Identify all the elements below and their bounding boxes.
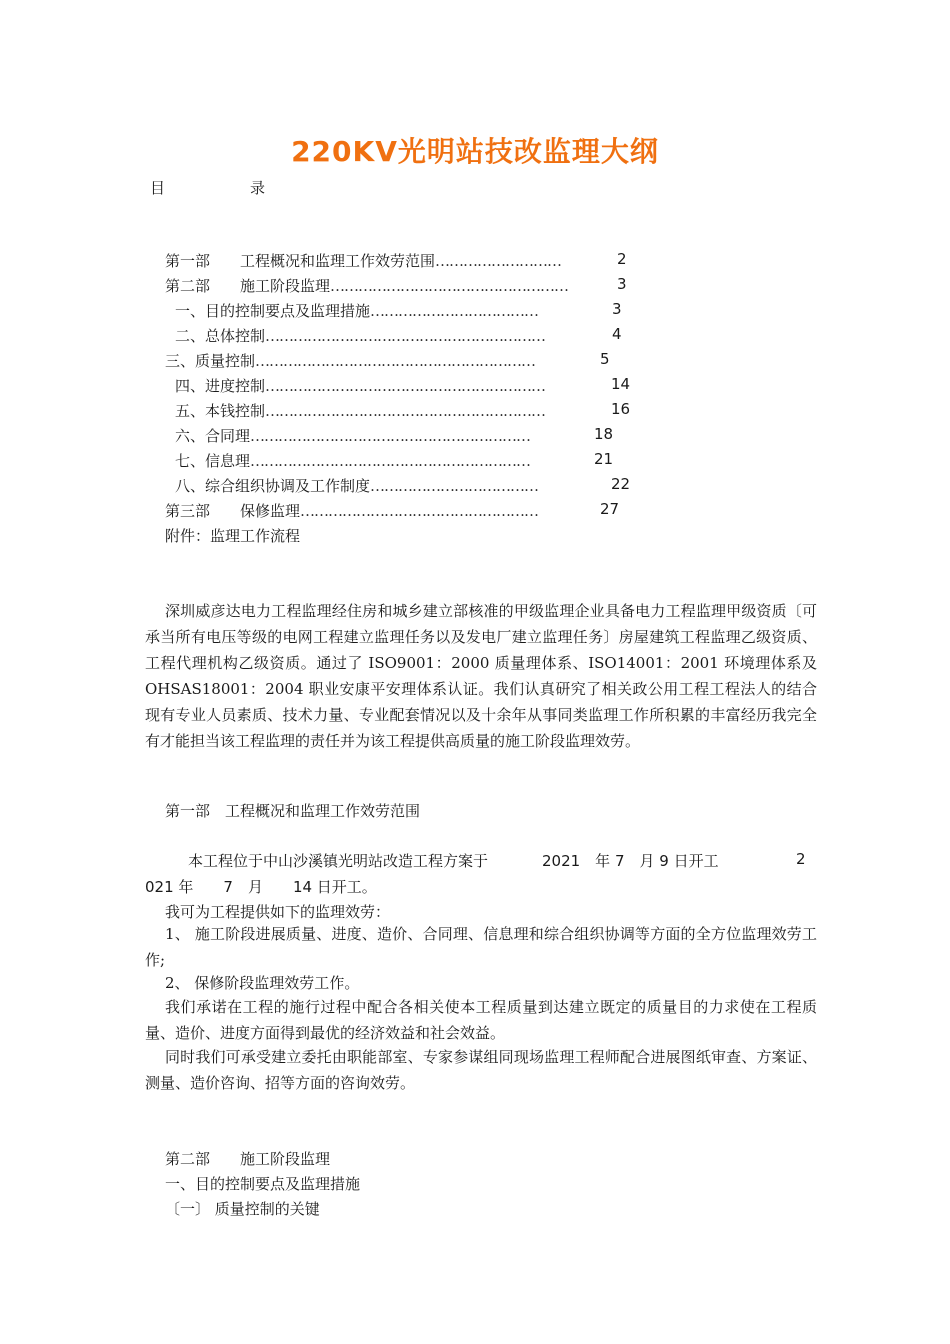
toc-heading xyxy=(150,177,265,198)
part1-service-intro: 我可为工程提供如下的监理效劳： xyxy=(165,903,391,921)
toc-item-leader: ……………………………… xyxy=(370,302,539,320)
toc-item-page: 2 xyxy=(617,250,627,268)
document-title: 220KV光明站技改监理大纲 xyxy=(291,135,659,168)
toc-item-label: 八、综合组织协调及工作制度 xyxy=(175,477,371,495)
toc-item[interactable] xyxy=(175,325,622,347)
toc-item-label: 四、进度控制 xyxy=(175,377,266,395)
toc-item[interactable] xyxy=(175,475,631,497)
toc-item-leader: …………………………………………… xyxy=(300,502,539,520)
toc-item-label: 附件：监理工作流程 xyxy=(165,527,301,545)
part1-line1-b: 2021 年 7 月 9 日开工 xyxy=(542,852,719,870)
toc-item-page: 16 xyxy=(611,400,631,418)
toc-item-leader: ……………………………… xyxy=(370,477,539,495)
toc-item-leader: …………………………………………………… xyxy=(265,327,546,345)
toc-item-label: 六、合同理 xyxy=(175,427,251,445)
toc-item-label: 五、本钱控制 xyxy=(175,402,266,420)
part2-subheading: 一、目的控制要点及监理措施 xyxy=(165,1175,361,1193)
toc-item[interactable] xyxy=(175,375,631,397)
consulting-paragraph: 同时我们可承受建立委托由职能部室、专家参谋组同现场监理工程师配合进展图纸审查、方案证、测量、造价咨询、招等方面的咨询效劳。 xyxy=(145,1048,817,1092)
toc-item-label: 三、质量控制 xyxy=(165,352,256,370)
toc-item-leader: …………………………………………………… xyxy=(250,452,531,470)
toc-item[interactable] xyxy=(165,250,627,272)
toc-item-leader: …………………………………………………… xyxy=(265,377,546,395)
toc-heading-right: 录 xyxy=(250,179,266,197)
toc-item[interactable] xyxy=(175,450,614,472)
service-item-2: 2、 保修阶段监理效劳工作。 xyxy=(165,974,360,992)
toc-item-page: 4 xyxy=(612,325,622,343)
toc-item-page: 22 xyxy=(611,475,631,493)
toc-item-label: 第二部 施工阶段监理 xyxy=(165,277,331,295)
toc-item-leader: …………………………………………………… xyxy=(250,427,531,445)
toc-item[interactable] xyxy=(175,425,614,447)
service-item-1: 1、 施工阶段进展质量、进度、造价、合同理、信息理和综合组织协调等方面的全方位监理效劳工作; xyxy=(145,925,817,969)
toc-item-leader: …………………………………………………… xyxy=(265,402,546,420)
toc-item-label: 第三部 保修监理 xyxy=(165,502,301,520)
toc-item-label: 二、总体控制 xyxy=(175,327,266,345)
toc-item-leader: ……………………… xyxy=(435,252,562,270)
part1-line1-c: 2 xyxy=(796,850,806,868)
toc-item-page: 21 xyxy=(594,450,614,468)
toc-heading-left: 目 xyxy=(150,179,166,197)
toc-item-leader: …………………………………………… xyxy=(330,277,569,295)
toc-item-page: 18 xyxy=(594,425,614,443)
toc-item-label: 七、信息理 xyxy=(175,452,251,470)
toc-item-page: 3 xyxy=(617,275,627,293)
part1-heading: 第一部 工程概况和监理工作效劳范围 xyxy=(165,802,421,820)
toc-item-label: 第一部 工程概况和监理工作效劳范围 xyxy=(165,252,436,270)
intro-paragraph: 深圳威彦达电力工程监理经住房和城乡建立部核准的甲级监理企业具备电力工程监理甲级资质〔可承当所有电压等级的电网工程建立监理任务以及发电厂建立监理任务〕房屋建筑工程监理乙级资质、工程代理机构乙级资质。通过了 ISO9001：2000 质量理体系、ISO14001：2001 环境理体系及 OHSAS18001：2004 职业安康平安理体系认证。我们认真研究了相关政公用工程工程法人的结合现有专业人员素质、技术力量、专业配套情况以及十余年从事同类监理工作所积累的丰富经历我完全有才能担当该工程监理的责任并为该工程提供高质量的施工阶段监理效劳。 xyxy=(145,602,817,750)
toc-item[interactable] xyxy=(165,500,620,522)
toc-item-page: 5 xyxy=(600,350,610,368)
part1-line2: 021 年 7 月 14 日开工。 xyxy=(145,878,377,896)
toc-item[interactable] xyxy=(165,525,300,547)
toc-item-page: 14 xyxy=(611,375,631,393)
toc-item-label: 一、目的控制要点及监理措施 xyxy=(175,302,371,320)
part1-line1-a: 本工程位于中山沙溪镇光明站改造工程方案于 xyxy=(188,852,489,870)
toc-item[interactable] xyxy=(165,350,610,372)
toc-item-page: 27 xyxy=(600,500,620,518)
commitment-paragraph: 我们承诺在工程的施行过程中配合各相关使本工程质量到达建立既定的质量目的力求使在工程质量、造价、进度方面得到最优的经济效益和社会效益。 xyxy=(145,998,817,1042)
toc-item-leader: …………………………………………………… xyxy=(255,352,536,370)
part2-subsubheading: 〔一〕 质量控制的关键 xyxy=(165,1200,320,1218)
toc-item[interactable] xyxy=(175,300,622,322)
part2-heading: 第二部 施工阶段监理 xyxy=(165,1150,331,1168)
toc-item[interactable] xyxy=(175,400,631,422)
toc-item-page: 3 xyxy=(612,300,622,318)
toc-item[interactable] xyxy=(165,275,627,297)
